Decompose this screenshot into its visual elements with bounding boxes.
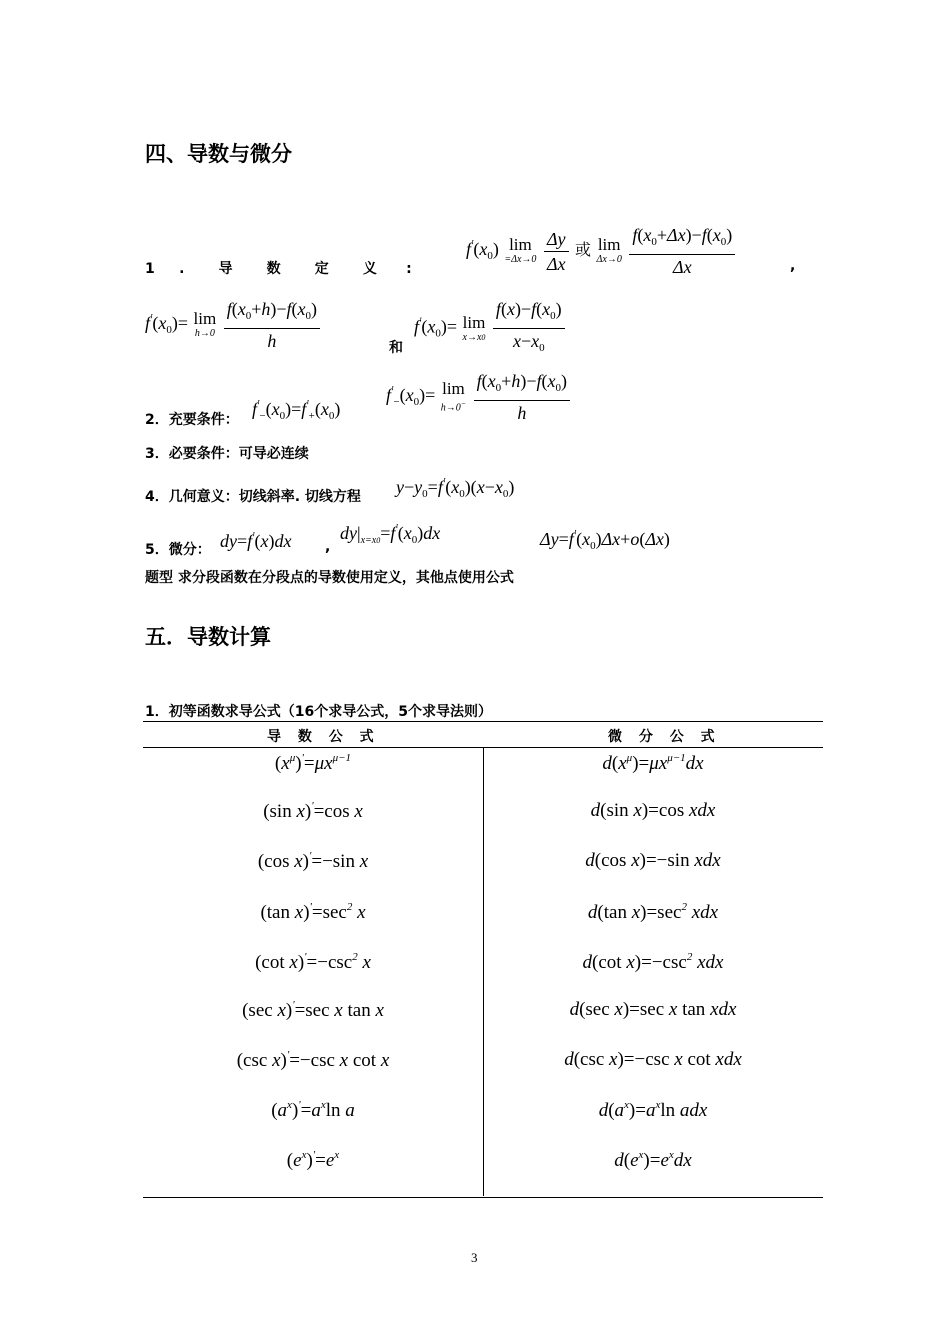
header-differential-formula: 微 分 公 式 <box>608 729 721 745</box>
item4-label: 4．几何意义：切线斜率. 切线方程 <box>145 489 361 505</box>
differential-formula: dy=f'(x)dx <box>220 530 292 551</box>
table-row-csc-differential: d(csc x)=−csc x cot xdx <box>564 1049 742 1070</box>
elementary-formulas-subtitle: 1．初等函数求导公式（16个求导公式，5个求导法则） <box>145 704 492 720</box>
item5-label: 5．微分： <box>145 542 211 558</box>
lim-x-to-x0: lim x→x0 <box>462 312 486 343</box>
item5-comma: , <box>325 539 331 555</box>
differential-at-point-formula: $dy|_{x=x0}=f'(x_0)dx$ <box>340 522 441 546</box>
table-row-power-differential: $d(x^\mu)=\mu x^{\mu-1}dx$ <box>602 752 704 774</box>
derivative-formula-table <box>143 721 823 1198</box>
table-row-cos-differential: d(cos x)=−sin xdx <box>585 850 721 871</box>
fraction-x-quotient: $\frac{f(x)-f(x_0)}{x-x_0}$ <box>493 298 565 359</box>
table-row-cos-derivative: (cos x)'=−sin x <box>257 850 369 872</box>
tangent-line-equation: $y-y_0=f'(x_0)(x-x_0)$ <box>396 476 515 500</box>
table-row-cot-derivative: (cot $x)'=-\csc^2$ x <box>255 951 371 973</box>
table-row-exp-e-differential: $d(e^x)=e^xdx$ <box>614 1149 692 1171</box>
table-row-tan-differential: d(tan $x)=\sec^2$ xdx <box>587 901 719 923</box>
header-derivative-formula: 导 数 公 式 <box>267 729 380 745</box>
derivative-definition-formula-h: $f'(x_0)=$ lim h→0 $\frac{f(x_0+h)-f(x_0)}{h}$ <box>145 298 322 352</box>
item2-label: 2．充要条件： <box>145 412 239 428</box>
derivative-definition-formula-x: $f'(x_0)=$ lim x→x0 $\frac{f(x)-f(x_0)}{x-x_0}$ <box>414 298 567 359</box>
table-row-cot-differential: d(cot $x)=-\csc^2$ xdx <box>582 951 724 973</box>
problem-type-note: 题型 求分段函数在分段点的导数使用定义，其他点使用公式 <box>145 570 514 586</box>
fraction-dy-dx: $\frac{\Delta y}{\Delta x}$ <box>544 228 569 275</box>
section-title-derivative-differential: 四、导数与微分 <box>145 142 292 166</box>
section-title-derivative-calculation: 五．导数计算 <box>145 625 271 649</box>
table-row-sec-differential: d(sec x)=sec x tan xdx <box>569 999 737 1020</box>
table-row-sin-derivative: (sin x)'=cos x <box>263 800 363 822</box>
table-row-exp-a-derivative: $(a^x)'=a^x\ln$ a <box>271 1099 355 1121</box>
table-row-sin-differential: d(sin x)=cos xdx <box>590 800 716 821</box>
and-word: 和 <box>389 340 403 356</box>
fraction-left-quotient: $\frac{f(x_0+h)-f(x_0)}{h}$ <box>474 370 570 424</box>
lim-dx-to-0: lim =Δx→0 <box>504 235 537 265</box>
table-row-csc-derivative: (csc x)'=−csc x cot x <box>236 1049 390 1071</box>
lim-dx-to-0-b: lim Δx→0 <box>596 235 622 265</box>
lim-h-to-0: lim h→0 <box>193 309 217 339</box>
table-row-tan-derivative: (tan $x)'=\sec^2$ x <box>260 901 366 923</box>
fraction-delta-quotient: $\frac{f(x_0+\Delta x)-f(x_0)}{\Delta x}$ <box>629 224 735 278</box>
left-derivative-formula: $f'_-(x_0)=$ lim h→0− $\frac{f(x_0+h)-f(x_0)}{h}$ <box>386 370 572 424</box>
table-row-exp-e-derivative: $(e^x)'=e^x$ <box>286 1149 340 1171</box>
item1-comma: , <box>790 258 796 274</box>
increment-formula: $\Delta y=f'(x_0)\Delta x+o(\Delta x)$ <box>540 528 670 552</box>
table-row-exp-a-differential: $d(a^x)=a^x\ln$ adx <box>598 1099 708 1121</box>
table-row-power-derivative: $(x^\mu)'=\mu x^{\mu-1}$ <box>274 752 352 774</box>
item1-label-text: 1 . 导 数 定 义 : <box>145 261 412 277</box>
derivative-definition-formula-1: $f'(x_0)$ lim =Δx→0 $\frac{\Delta y}{\Delta x}$ 或 lim Δx→0 $\frac{f(x_0+\Delta x)-f(x_0)}{\Delta x}$ <box>466 224 737 278</box>
necessary-sufficient-formula: $f'_-(x_0)=f'_+(x_0)$ <box>252 398 341 422</box>
table-row-sec-derivative: (sec x)'=sec x tan x <box>242 999 384 1021</box>
page-number: 3 <box>471 1250 478 1265</box>
fraction-h-quotient: $\frac{f(x_0+h)-f(x_0)}{h}$ <box>224 298 320 352</box>
item3-label: 3．必要条件：可导必连续 <box>145 446 309 462</box>
lim-h-to-0-minus: lim h→0− <box>440 378 467 414</box>
item1-label <box>145 258 412 278</box>
or-word: 或 <box>575 242 592 260</box>
